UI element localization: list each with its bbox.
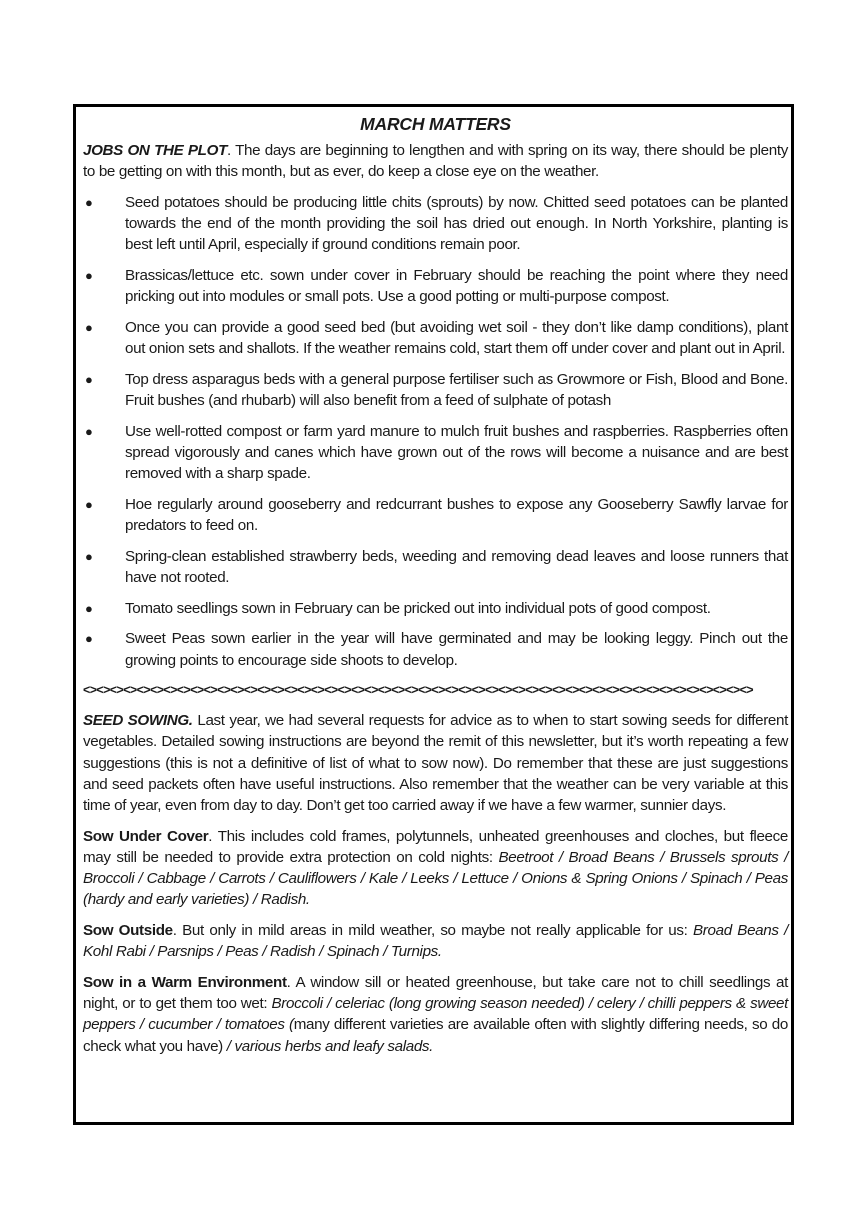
list-item: ● Hoe regularly around gooseberry and redcurrant bushes to expose any Gooseberry Sawfly larvae for predators to feed on. [85, 495, 788, 535]
bullet-icon: ● [85, 496, 93, 512]
jobs-intro-text: . The days are beginning to lengthen and with spring on its way, there should be plenty to be getting on with this month, but as ever, do keep a close eye on the weather. [83, 142, 788, 181]
sow-under-cover-list: Beetroot / Broad Beans / Brussels sprouts / Broccoli / Cabbage / Carrots / Cauliflowers / Kale / Leeks / Lettuce / Onions & Spring Onions / Spinach / Peas (hardy and early varieties) / Radish. [83, 848, 788, 909]
sow-outside-paragraph: Sow Outside. But only in mild areas in mild weather, so maybe not really applicable for us: Broad Beans / Kohl Rabi / Parsnips / Peas / Radish / Spinach / Turnips. [83, 922, 788, 961]
sow-outside-list: Broad Beans / Kohl Rabi / Parsnips / Peas / Radish / Spinach / Turnips. [83, 922, 788, 961]
bullet-icon: ● [85, 319, 93, 335]
list-item: ● Use well-rotted compost or farm yard manure to mulch fruit bushes and raspberries. Raspberries often spread vigorously and canes which have grown out of the rows will become a nuisance and are best removed with a sharp spade. [85, 422, 788, 483]
jobs-list [83, 192, 788, 671]
list-item: ● Brassicas/lettuce etc. sown under cover in February should be reaching the point where they need pricking out into modules or small pots. Use a good potting or multi-purpose compost. [85, 267, 788, 306]
jobs-heading: JOBS ON THE PLOT [83, 142, 227, 159]
seed-sowing-heading: SEED SOWING. [83, 712, 193, 730]
list-item: ● Sweet Peas sown earlier in the year will have germinated and may be looking leggy. Pinch out the growing points to encourage side shoots to develop. [85, 630, 788, 669]
list-item: ● Once you can provide a good seed bed (but avoiding wet soil - they don’t like damp conditions), plant out onion sets and shallots. If the weather remains cold, start them off under cover and plant out in April. [85, 318, 788, 358]
bullet-icon: ● [85, 423, 93, 439]
bullet-icon: ● [85, 194, 93, 210]
bullet-icon: ● [85, 600, 93, 616]
sow-warm-heading: Sow in a Warm Environment [83, 974, 287, 991]
sow-warm-list-a: Broccoli / celeriac (long growing season needed) / celery / chilli peppers & sweet peppers / cucumber / tomatoes ( [83, 995, 789, 1034]
seed-sowing-paragraph: SEED SOWING. Last year, we had several requests for advice as to when to start sowing seeds for different vegetables. Detailed sowing instructions are beyond the remit of this newsletter, but it’s worth repeating a few suggestions (this is not a definitive of list of what to sow now). Do remember that these are just suggestions and seed packets often have useful instructions. Also remember that the weather can be very variable at this time of year, even from day to day. Don’t get too carried away if we have a few warmer, sunnier days. [83, 712, 788, 815]
newsletter-box [73, 104, 794, 1125]
sow-under-cover-heading: Sow Under Cover [83, 827, 209, 845]
sow-under-cover-paragraph: Sow Under Cover. This includes cold frames, polytunnels, unheated greenhouses and cloches, but fleece may still be needed to provide extra protection on cold nights: Beetroot / Broad Beans / Brussels sprouts / Broccoli / Cabbage / Carrots / Cauliflowers / Kale / Leeks / Lettuce / Onions & Spring Onions / Spinach / Peas (hardy and early varieties) / Radish. [83, 827, 788, 909]
list-item: ● Spring-clean established strawberry beds, weeding and removing dead leaves and loose runners that have not rooted. [85, 547, 788, 586]
section-divider: <><><><><><><><><><><><><><><><><><><><><><><><><><><><><><><><><><><><><><><><><><><><><><><><><><> [83, 682, 753, 697]
bullet-icon: ● [85, 268, 93, 284]
sow-warm-paragraph: Sow in a Warm Environment. A window sill or heated greenhouse, but take care not to chill seedlings at night, or to get them too wet: Broccoli / celeriac (long growing season needed) / celery / chilli peppers & sweet peppers / cucumber / tomatoes (many different varieties are available often with slightly differing needs, so do check what you have) / various herbs and leafy salads. [83, 974, 789, 1055]
page-title: MARCH MATTERS [360, 114, 511, 134]
sow-warm-list-b: / various herbs and leafy salads. [222, 1037, 434, 1055]
list-item: ● Tomato seedlings sown in February can be pricked out into individual pots of good compost. [83, 598, 788, 619]
bullet-icon: ● [85, 631, 93, 647]
bullet-icon: ● [85, 548, 93, 564]
list-item: ● Seed potatoes should be producing little chits (sprouts) by now. Chitted seed potatoes can be planted towards the end of the month providing the soil has dried out enough. In North Yorkshire, planting is best left until April, especially if ground conditions remain poor. [85, 193, 788, 254]
bullet-icon: ● [85, 371, 93, 387]
jobs-intro [83, 140, 788, 182]
list-item: ● Top dress asparagus beds with a general purpose fertiliser such as Growmore or Fish, Blood and Bone. Fruit bushes (and rhubarb) will also benefit from a feed of sulphate of potash [85, 370, 788, 410]
newsletter-content [83, 107, 788, 1057]
sow-outside-heading: Sow Outside [83, 922, 173, 940]
